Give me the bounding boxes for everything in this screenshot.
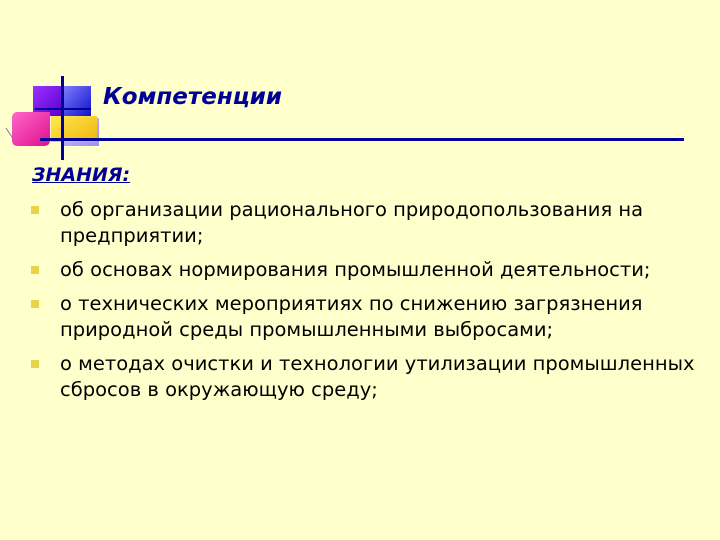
bullet-square-icon [31, 206, 39, 214]
bullet-text: об основах нормирования промышленной деятельности; [60, 258, 651, 281]
bullet-item [30, 291, 705, 343]
bullet-text: о методах очистки и технологии утилизации промышленных сбросов в окружающую среду; [60, 352, 695, 401]
bullet-square-icon [31, 266, 39, 274]
bullet-item [30, 197, 705, 249]
bullet-list [30, 197, 705, 411]
bullet-square-icon [31, 300, 39, 308]
slide-title: Компетенции [103, 84, 282, 110]
bullet-item [30, 351, 705, 403]
section-subheading: ЗНАНИЯ: [32, 164, 131, 186]
bullet-item [30, 257, 705, 283]
bullet-square-icon [31, 360, 39, 368]
title-divider [40, 138, 684, 141]
bullet-text: об организации рационального природопользования на предприятии; [60, 198, 644, 247]
decorative-squares-logo [0, 0, 110, 170]
bullet-text: о технических мероприятиях по снижению загрязнения природной среды промышленными выбросами; [60, 292, 643, 341]
